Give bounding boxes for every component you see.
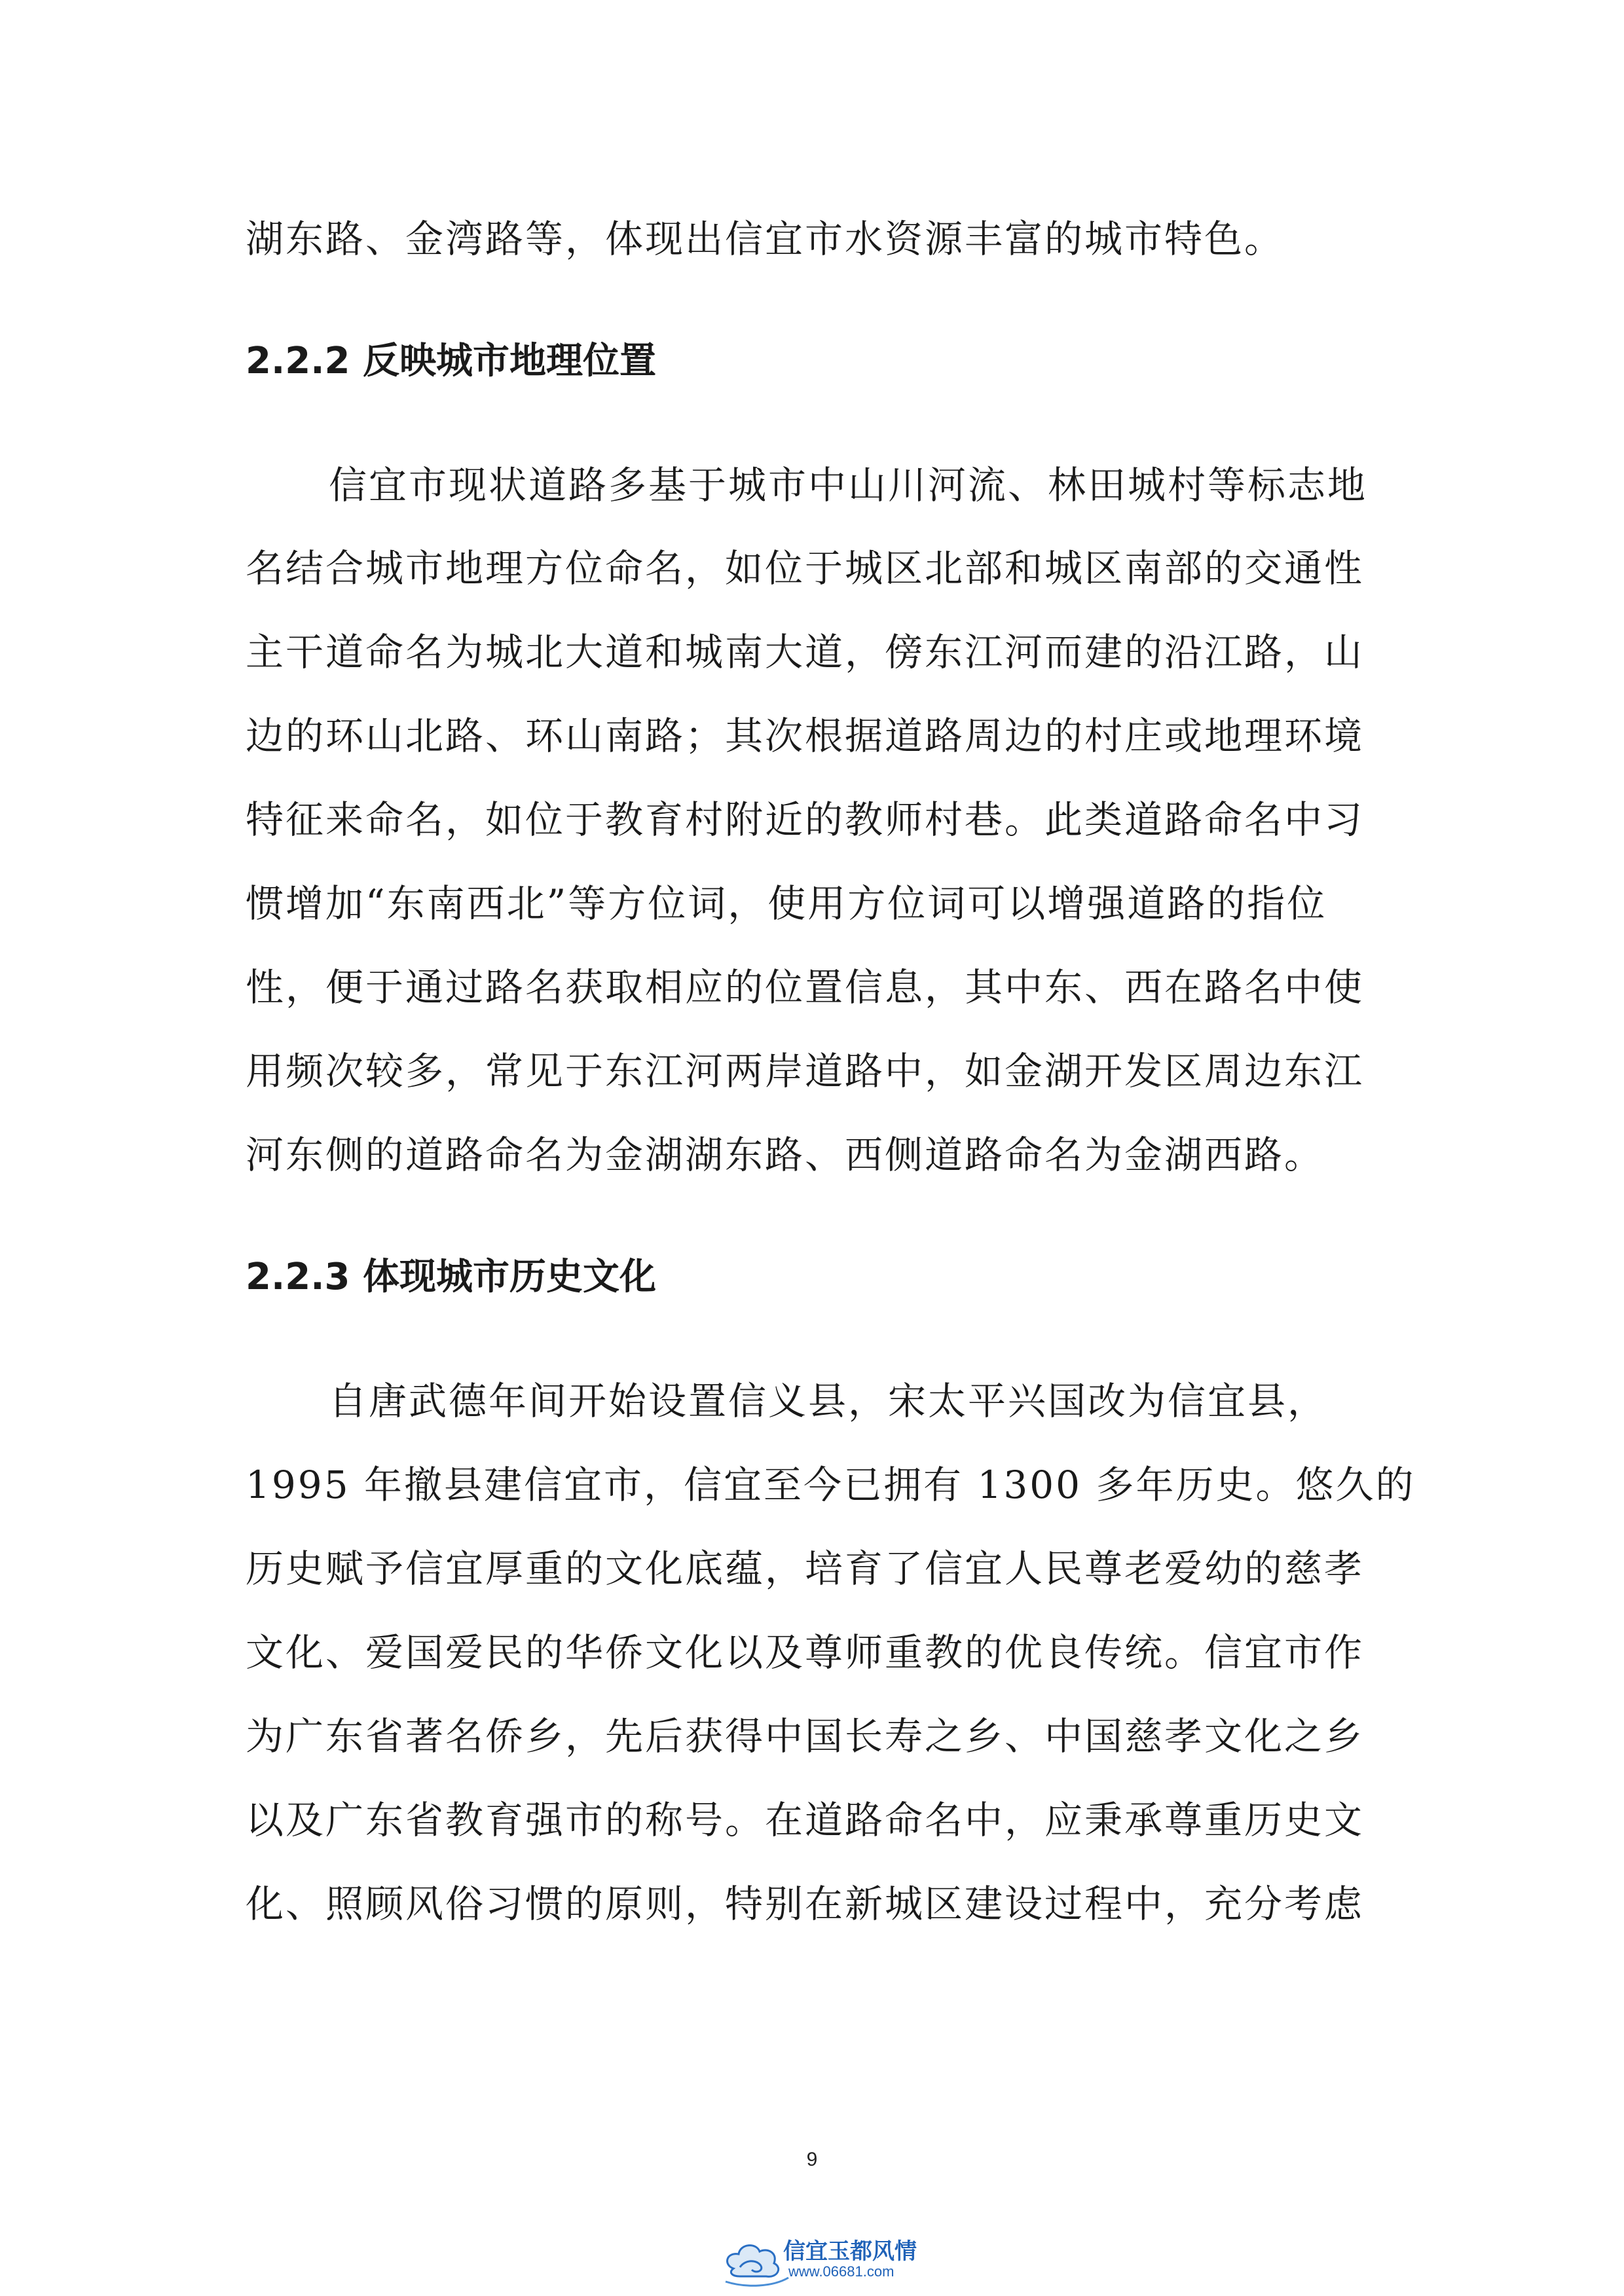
paragraph-line: 信宜市现状道路多基于城市中山川河流、林田城村等标志地 — [329, 463, 1368, 507]
paragraph-line: 性，便于通过路名获取相应的位置信息，其中东、西在路名中使 — [246, 965, 1365, 1010]
paragraph-line: 文化、爱国爱民的华侨文化以及尊师重教的优良传统。信宜市作 — [246, 1630, 1365, 1675]
paragraph-line: 边的环山北路、环山南路；其次根据道路周边的村庄或地理环境 — [246, 714, 1365, 758]
paragraph-line: 用频次较多，常见于东江河两岸道路中，如金湖开发区周边东江 — [246, 1049, 1365, 1093]
watermark-name: 信宜玉都风情 — [783, 2238, 917, 2265]
cloud-swirl-icon — [720, 2229, 792, 2291]
paragraph-line: 湖东路、金湾路等，体现出信宜市水资源丰富的城市特色。 — [246, 217, 1285, 261]
paragraph-line: 惯增加“东南西北”等方位词，使用方位词可以增强道路的指位 — [246, 881, 1327, 926]
paragraph-line: 1995 年撤县建信宜市，信宜至今已拥有 1300 多年历史。悠久的 — [246, 1463, 1416, 1507]
section-heading-2-2-2: 2.2.2 反映城市地理位置 — [246, 340, 656, 382]
paragraph-line: 名结合城市地理方位命名，如位于城区北部和城区南部的交通性 — [246, 546, 1365, 591]
paragraph-line: 以及广东省教育强市的称号。在道路命名中，应秉承尊重历史文 — [246, 1798, 1365, 1842]
paragraph-line: 为广东省著名侨乡，先后获得中国长寿之乡、中国慈孝文化之乡 — [246, 1714, 1365, 1758]
page-number: 9 — [806, 2149, 818, 2170]
watermark-logo — [720, 2229, 917, 2295]
paragraph-line: 化、照顾风俗习惯的原则，特别在新城区建设过程中，充分考虑 — [246, 1882, 1365, 1926]
paragraph-line: 特征来命名，如位于教育村附近的教师村巷。此类道路命名中习 — [246, 797, 1365, 842]
paragraph-line: 自唐武德年间开始设置信义县，宋太平兴国改为信宜县， — [329, 1379, 1328, 1423]
watermark-url: www.06681.com — [788, 2263, 895, 2280]
paragraph-line: 历史赋予信宜厚重的文化底蕴，培育了信宜人民尊老爱幼的慈孝 — [246, 1546, 1365, 1591]
section-heading-2-2-3: 2.2.3 体现城市历史文化 — [246, 1256, 656, 1298]
paragraph-line: 主干道命名为城北大道和城南大道，傍东江河而建的沿江路，山 — [246, 630, 1365, 674]
paragraph-line: 河东侧的道路命名为金湖湖东路、西侧道路命名为金湖西路。 — [246, 1133, 1325, 1177]
